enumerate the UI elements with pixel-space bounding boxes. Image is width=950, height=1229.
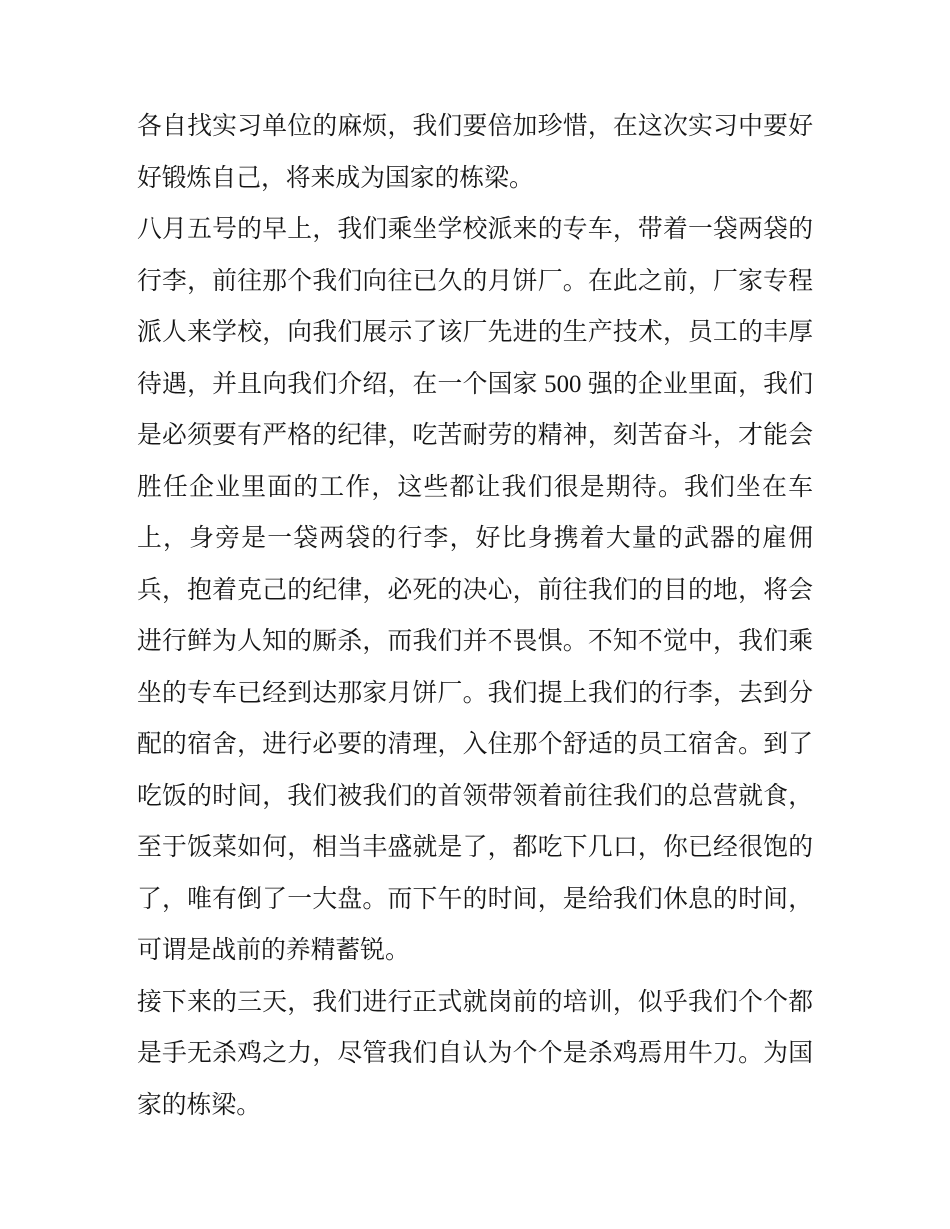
paragraph xyxy=(137,977,813,1132)
text-line: 兵，抱着克己的纪律，必死的决心，前往我们的目的地，将会 xyxy=(137,576,813,604)
paragraph xyxy=(137,101,813,204)
paragraph xyxy=(137,204,813,977)
text-line: 八月五号的早上，我们乘坐学校派来的专车，带着一袋两袋的 xyxy=(137,216,813,243)
text-line: 至于饭菜如何，相当丰盛就是了，都吃下几口，你已经很饱的 xyxy=(137,834,813,861)
text-line: 各自找实习单位的麻烦，我们要倍加珍惜，在这次实习中要好 xyxy=(137,113,813,140)
text-line: 家的栋梁。 xyxy=(137,1091,261,1119)
document-body xyxy=(137,101,813,1131)
text-line: 好锻炼自己，将来成为国家的栋梁。 xyxy=(137,164,534,192)
text-line: 胜任企业里面的工作，这些都让我们很是期待。我们坐在车 xyxy=(137,473,813,501)
text-line: 派人来学校，向我们展示了该厂先进的生产技术，员工的丰厚 xyxy=(137,319,813,346)
text-line: 上，身旁是一袋两袋的行李，好比身携着大量的武器的雇佣 xyxy=(137,525,813,552)
text-line: 行李，前往那个我们向往已久的月饼厂。在此之前，厂家专程 xyxy=(137,267,813,295)
text-line: 吃饭的时间，我们被我们的首领带领着前往我们的总营就食， xyxy=(137,782,813,810)
text-line: 配的宿舍，进行必要的清理，入住那个舒适的员工宿舍。到了 xyxy=(137,731,813,758)
text-line: 待遇，并且向我们介绍，在一个国家 500 强的企业里面，我们 xyxy=(137,370,813,398)
text-line: 坐的专车已经到达那家月饼厂。我们提上我们的行李，去到分 xyxy=(137,679,813,707)
text-line: 是必须要有严格的纪律，吃苦耐劳的精神，刻苦奋斗，才能会 xyxy=(137,422,813,449)
text-line: 进行鲜为人知的厮杀，而我们并不畏惧。不知不觉中，我们乘 xyxy=(137,628,813,655)
text-line: 可谓是战前的养精蓄锐。 xyxy=(137,937,410,964)
text-line: 了，唯有倒了一大盘。而下午的时间，是给我们休息的时间， xyxy=(137,885,813,913)
text-line: 是手无杀鸡之力，尽管我们自认为个个是杀鸡焉用牛刀。为国 xyxy=(137,1040,813,1067)
text-line: 接下来的三天，我们进行正式就岗前的培训，似乎我们个个都 xyxy=(137,988,813,1016)
